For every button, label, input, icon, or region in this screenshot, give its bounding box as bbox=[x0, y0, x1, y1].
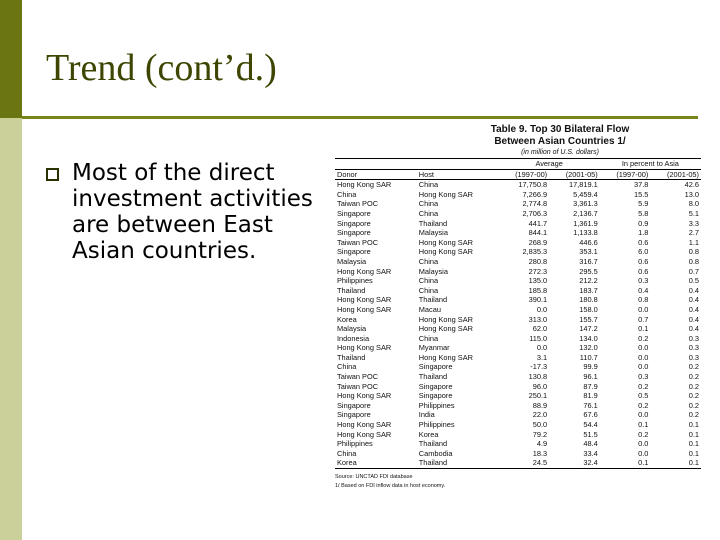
pct-2001-05-cell: 0.4 bbox=[688, 285, 699, 295]
donor-cell: Singapore bbox=[337, 208, 371, 218]
avg-2001-05-cell: 3,361.3 bbox=[573, 199, 598, 209]
donor-cell: Hong Kong SAR bbox=[337, 343, 392, 353]
table-row bbox=[335, 199, 701, 209]
host-cell: Philippines bbox=[418, 400, 455, 410]
pct-2001-05-cell: 0.1 bbox=[688, 420, 699, 430]
table-row bbox=[335, 180, 701, 190]
donor-cell: Hong Kong SAR bbox=[337, 429, 392, 439]
host-cell: Singapore bbox=[418, 381, 453, 391]
avg-1997-00-cell: 50.0 bbox=[532, 420, 548, 430]
pct-2001-05-cell: 0.7 bbox=[688, 266, 699, 276]
pct-2001-05-cell: 0.2 bbox=[688, 410, 699, 420]
host-cell: Hong Kong SAR bbox=[418, 352, 473, 362]
pct-1997-00-cell: 0.2 bbox=[638, 381, 649, 391]
table-row bbox=[335, 420, 701, 430]
table-row bbox=[335, 401, 701, 411]
avg-1997-00-cell: 18.3 bbox=[532, 448, 548, 458]
donor-cell: Taiwan POC bbox=[337, 199, 379, 209]
avg-2001-05-cell: 51.5 bbox=[583, 429, 598, 439]
host-cell: China bbox=[418, 199, 439, 209]
pct-1997-00-cell: 0.6 bbox=[638, 237, 649, 247]
host-cell: India bbox=[418, 410, 435, 420]
bilateral-flow-table bbox=[335, 158, 701, 469]
avg-2001-05-cell: 110.7 bbox=[579, 352, 598, 362]
table-row bbox=[335, 324, 701, 334]
donor-cell: Singapore bbox=[337, 228, 371, 238]
avg-2001-05-cell: 87.9 bbox=[583, 381, 598, 391]
pct-1997-00-cell: 0.5 bbox=[638, 391, 649, 401]
donor-cell: Singapore bbox=[337, 247, 371, 257]
table-row bbox=[335, 276, 701, 286]
host-cell: Malaysia bbox=[418, 266, 448, 276]
table-row bbox=[335, 295, 701, 305]
pct-2001-05-cell: 0.2 bbox=[688, 400, 699, 410]
donor-cell: Taiwan POC bbox=[337, 237, 379, 247]
host-cell: Singapore bbox=[418, 362, 453, 372]
donor-cell: Singapore bbox=[337, 218, 371, 228]
avg-2001-05-cell: 158.0 bbox=[579, 304, 598, 314]
avg-2001-05-cell: 99.9 bbox=[583, 362, 598, 372]
avg-2001-05-cell: 147.2 bbox=[579, 324, 598, 334]
pct-2001-05-cell: 0.1 bbox=[688, 448, 699, 458]
avg-1997-00-cell: 7,266.9 bbox=[522, 189, 548, 199]
pct-1997-00-cell: 0.7 bbox=[638, 314, 649, 324]
host-cell: China bbox=[418, 180, 439, 190]
host-cell: Thailand bbox=[417, 458, 499, 468]
pct-2001-05-cell: 0.1 bbox=[688, 429, 699, 439]
avg-2001-05-cell: 446.6 bbox=[579, 237, 598, 247]
pct-2001-05-cell: 0.4 bbox=[688, 324, 699, 334]
avg-2001-05-cell: 76.1 bbox=[583, 400, 598, 410]
pct-2001-05-cell: 5.1 bbox=[688, 208, 699, 218]
col-header-donor: Donor bbox=[335, 169, 417, 180]
donor-cell: Thailand bbox=[337, 285, 366, 295]
avg-2001-05-cell: 134.0 bbox=[579, 333, 598, 343]
pct-2001-05-cell: 0.4 bbox=[688, 304, 699, 314]
pct-1997-00-cell: 0.0 bbox=[638, 410, 649, 420]
table-row bbox=[335, 362, 701, 372]
table-row bbox=[335, 382, 701, 392]
pct-2001-05-cell: 3.3 bbox=[688, 218, 699, 228]
donor-cell: Philippines bbox=[337, 439, 373, 449]
avg-2001-05-cell: 295.5 bbox=[579, 266, 598, 276]
avg-2001-05-cell: 155.7 bbox=[579, 314, 598, 324]
pct-2001-05-cell: 42.6 bbox=[684, 180, 699, 190]
host-cell: China bbox=[418, 333, 439, 343]
avg-1997-00-cell: 250.1 bbox=[528, 391, 548, 401]
host-cell: Korea bbox=[418, 429, 439, 439]
table-group-header bbox=[335, 159, 701, 170]
avg-2001-05-cell: 353.1 bbox=[579, 247, 598, 257]
host-cell: Thailand bbox=[418, 439, 448, 449]
host-cell: Singapore bbox=[418, 391, 453, 401]
donor-cell: Malaysia bbox=[337, 256, 367, 266]
avg-1997-00-cell: 88.9 bbox=[532, 400, 548, 410]
pct-2001-05-cell: 0.2 bbox=[688, 372, 699, 382]
pct-1997-00-cell: 0.9 bbox=[638, 218, 649, 228]
host-cell: Hong Kong SAR bbox=[418, 189, 473, 199]
host-cell: Thailand bbox=[418, 372, 448, 382]
side-band-accent bbox=[0, 0, 22, 118]
pct-2001-05-cell: 13.0 bbox=[684, 189, 699, 199]
table-row bbox=[335, 286, 701, 296]
donor-cell: Singapore bbox=[337, 400, 371, 410]
avg-2001-05-cell: 33.4 bbox=[583, 448, 598, 458]
table-row bbox=[335, 410, 701, 420]
table-row bbox=[335, 353, 701, 363]
table-row bbox=[335, 458, 701, 468]
avg-1997-00-cell: 185.8 bbox=[528, 285, 548, 295]
table-source: Source: UNCTAD FDI database bbox=[335, 474, 413, 480]
host-cell: Thailand bbox=[418, 218, 448, 228]
avg-1997-00-cell: 0.0 bbox=[536, 343, 548, 353]
host-cell: China bbox=[418, 285, 439, 295]
avg-2001-05-cell: 67.6 bbox=[583, 410, 598, 420]
table-row bbox=[335, 439, 701, 449]
avg-2001-05-cell: 81.9 bbox=[583, 391, 598, 401]
donor-cell: Philippines bbox=[337, 276, 373, 286]
avg-1997-00-cell: 390.1 bbox=[528, 295, 548, 305]
table-footnote: 1/ Based on FDI inflow data in host economy. bbox=[335, 483, 446, 489]
avg-2001-05-cell: 183.7 bbox=[579, 285, 598, 295]
avg-2001-05-cell: 180.8 bbox=[579, 295, 598, 305]
square-bullet-icon bbox=[46, 168, 59, 181]
avg-1997-00-cell: 2,774.8 bbox=[522, 199, 548, 209]
donor-cell: Singapore bbox=[337, 410, 371, 420]
host-cell: Myanmar bbox=[418, 343, 450, 353]
donor-cell: Indonesia bbox=[337, 333, 370, 343]
avg-1997-00-cell: 280.8 bbox=[528, 256, 548, 266]
avg-1997-00-cell: 22.0 bbox=[532, 410, 548, 420]
host-cell: Philippines bbox=[418, 420, 455, 430]
avg-1997-00-cell: 115.0 bbox=[529, 333, 548, 343]
avg-1997-00-cell: 3.1 bbox=[536, 352, 548, 362]
avg-2001-05-cell: 212.2 bbox=[579, 276, 598, 286]
avg-1997-00-cell: 268.9 bbox=[528, 237, 548, 247]
pct-1997-00-cell: 5.8 bbox=[638, 208, 649, 218]
host-cell: Cambodia bbox=[418, 448, 453, 458]
pct-2001-05-cell: 0.2 bbox=[688, 381, 699, 391]
table-caption-line2: Between Asian Countries 1/ bbox=[494, 136, 626, 147]
pct-1997-00-cell: 0.0 bbox=[638, 448, 649, 458]
avg-2001-05-cell: 132.0 bbox=[579, 343, 598, 353]
donor-cell: Korea bbox=[337, 314, 357, 324]
col-header-pct-2001-05: (2001-05) bbox=[650, 169, 701, 180]
host-cell: China bbox=[418, 276, 439, 286]
table-row bbox=[335, 391, 701, 401]
host-cell: Hong Kong SAR bbox=[418, 314, 473, 324]
pct-2001-05-cell: 0.3 bbox=[688, 352, 699, 362]
donor-cell: Hong Kong SAR bbox=[337, 304, 392, 314]
avg-1997-00-cell: 96.0 bbox=[532, 381, 548, 391]
donor-cell: Taiwan POC bbox=[337, 372, 379, 382]
pct-1997-00-cell: 0.3 bbox=[638, 372, 649, 382]
host-cell: Macau bbox=[418, 304, 441, 314]
donor-cell: China bbox=[337, 448, 357, 458]
bullet-text: Most of the direct investment activities are between East Asian countries. bbox=[72, 160, 313, 264]
avg-2001-05-cell: 54.4 bbox=[583, 420, 598, 430]
table-column-header bbox=[335, 169, 701, 180]
donor-cell: Hong Kong SAR bbox=[337, 180, 392, 190]
col-header-avg-2001-05: (2001-05) bbox=[549, 169, 600, 180]
pct-1997-00-cell: 37.8 bbox=[633, 180, 649, 190]
pct-1997-00-cell: 0.6 bbox=[638, 256, 649, 266]
col-header-host: Host bbox=[417, 169, 499, 180]
donor-cell: Hong Kong SAR bbox=[337, 266, 392, 276]
host-cell: Thailand bbox=[418, 295, 448, 305]
table-row bbox=[335, 372, 701, 382]
avg-1997-00-cell: 0.0 bbox=[536, 304, 548, 314]
pct-1997-00-cell: 0.1 bbox=[638, 324, 649, 334]
pct-2001-05-cell: 8.0 bbox=[688, 199, 699, 209]
host-cell: Hong Kong SAR bbox=[418, 324, 473, 334]
avg-2001-05-cell: 2,136.7 bbox=[573, 208, 598, 218]
host-cell: Hong Kong SAR bbox=[418, 247, 473, 257]
table-row bbox=[335, 343, 701, 353]
avg-2001-05-cell: 316.7 bbox=[579, 256, 598, 266]
donor-cell: China bbox=[337, 189, 357, 199]
pct-1997-00-cell: 0.0 bbox=[638, 343, 649, 353]
table-row bbox=[335, 449, 701, 459]
avg-1997-00-cell: 272.3 bbox=[528, 266, 548, 276]
avg-1997-00-cell: -17.3 bbox=[530, 362, 548, 372]
donor-cell: Taiwan POC bbox=[337, 381, 379, 391]
avg-1997-00-cell: 62.0 bbox=[532, 324, 548, 334]
avg-1997-00-cell: 2,706.3 bbox=[522, 208, 548, 218]
avg-1997-00-cell: 79.2 bbox=[532, 429, 548, 439]
group-header-average: Average bbox=[499, 159, 600, 170]
pct-2001-05-cell: 0.4 bbox=[688, 295, 699, 305]
donor-cell: Malaysia bbox=[337, 324, 367, 334]
avg-2001-05-cell: 5,459.4 bbox=[573, 189, 598, 199]
host-cell: China bbox=[418, 256, 439, 266]
pct-2001-05-cell: 0.4 bbox=[688, 314, 699, 324]
pct-1997-00-cell: 0.8 bbox=[638, 295, 649, 305]
pct-2001-05-cell: 0.3 bbox=[688, 333, 699, 343]
pct-1997-00-cell: 0.1 bbox=[600, 458, 651, 468]
pct-2001-05-cell: 1.1 bbox=[688, 237, 699, 247]
avg-1997-00-cell: 441.7 bbox=[528, 218, 548, 228]
table-body bbox=[335, 180, 701, 469]
donor-cell: Hong Kong SAR bbox=[337, 391, 392, 401]
table-row bbox=[335, 247, 701, 257]
avg-2001-05-cell: 1,133.8 bbox=[573, 228, 598, 238]
pct-1997-00-cell: 0.2 bbox=[638, 400, 649, 410]
donor-cell: Korea bbox=[335, 458, 417, 468]
table-row bbox=[335, 267, 701, 277]
avg-1997-00-cell: 17,750.8 bbox=[518, 180, 548, 190]
pct-1997-00-cell: 0.1 bbox=[638, 420, 649, 430]
pct-1997-00-cell: 0.6 bbox=[638, 266, 649, 276]
avg-1997-00-cell: 844.1 bbox=[528, 228, 548, 238]
table-row bbox=[335, 305, 701, 315]
pct-2001-05-cell: 0.2 bbox=[688, 362, 699, 372]
donor-cell: China bbox=[337, 362, 357, 372]
pct-1997-00-cell: 0.0 bbox=[638, 439, 649, 449]
avg-1997-00-cell: 2,835.3 bbox=[522, 247, 548, 257]
pct-2001-05-cell: 0.1 bbox=[688, 439, 699, 449]
table-caption-line1: Table 9. Top 30 Bilateral Flow bbox=[490, 124, 630, 135]
col-header-avg-1997-00: (1997-00) bbox=[499, 169, 550, 180]
pct-2001-05-cell: 0.8 bbox=[688, 256, 699, 266]
table-row bbox=[335, 257, 701, 267]
avg-1997-00-cell: 130.8 bbox=[528, 372, 548, 382]
bilateral-flow-table-figure bbox=[335, 124, 701, 491]
table-units: (in million of U.S. dollars) bbox=[521, 149, 599, 156]
avg-1997-00-cell: 135.0 bbox=[528, 276, 548, 286]
avg-2001-05-cell: 17,819.1 bbox=[568, 180, 598, 190]
pct-2001-05-cell: 0.1 bbox=[650, 458, 701, 468]
pct-2001-05-cell: 2.7 bbox=[688, 228, 699, 238]
avg-2001-05-cell: 32.4 bbox=[549, 458, 600, 468]
pct-1997-00-cell: 0.4 bbox=[638, 285, 649, 295]
donor-cell: Hong Kong SAR bbox=[337, 420, 392, 430]
host-cell: China bbox=[418, 208, 439, 218]
pct-1997-00-cell: 0.0 bbox=[638, 362, 649, 372]
pct-1997-00-cell: 0.0 bbox=[638, 304, 649, 314]
table-row bbox=[335, 334, 701, 344]
pct-2001-05-cell: 0.2 bbox=[688, 391, 699, 401]
host-cell: Hong Kong SAR bbox=[418, 237, 473, 247]
avg-1997-00-cell: 313.0 bbox=[528, 314, 548, 324]
table-row bbox=[335, 315, 701, 325]
pct-2001-05-cell: 0.8 bbox=[688, 247, 699, 257]
pct-1997-00-cell: 0.3 bbox=[638, 276, 649, 286]
donor-cell: Thailand bbox=[337, 352, 366, 362]
col-header-pct-1997-00: (1997-00) bbox=[600, 169, 651, 180]
avg-2001-05-cell: 96.1 bbox=[583, 372, 598, 382]
table-row bbox=[335, 209, 701, 219]
avg-1997-00-cell: 24.5 bbox=[499, 458, 550, 468]
slide-title: Trend (cont’d.) bbox=[46, 47, 277, 89]
pct-1997-00-cell: 15.5 bbox=[633, 189, 649, 199]
table-row bbox=[335, 228, 701, 238]
pct-2001-05-cell: 0.3 bbox=[688, 343, 699, 353]
avg-1997-00-cell: 4.9 bbox=[536, 439, 548, 449]
pct-1997-00-cell: 1.8 bbox=[638, 228, 649, 238]
donor-cell: Hong Kong SAR bbox=[337, 295, 392, 305]
pct-1997-00-cell: 0.0 bbox=[638, 352, 649, 362]
table-row bbox=[335, 430, 701, 440]
table-row bbox=[335, 190, 701, 200]
pct-1997-00-cell: 0.2 bbox=[638, 333, 649, 343]
host-cell: Malaysia bbox=[418, 228, 448, 238]
pct-1997-00-cell: 0.2 bbox=[638, 429, 649, 439]
title-divider bbox=[22, 116, 698, 119]
table-row bbox=[335, 219, 701, 229]
pct-1997-00-cell: 6.0 bbox=[638, 247, 649, 257]
avg-2001-05-cell: 1,361.9 bbox=[573, 218, 598, 228]
pct-2001-05-cell: 0.5 bbox=[688, 276, 699, 286]
table-row bbox=[335, 238, 701, 248]
group-header-percent: In percent to Asia bbox=[600, 159, 701, 170]
pct-1997-00-cell: 5.9 bbox=[638, 199, 649, 209]
avg-2001-05-cell: 48.4 bbox=[583, 439, 598, 449]
